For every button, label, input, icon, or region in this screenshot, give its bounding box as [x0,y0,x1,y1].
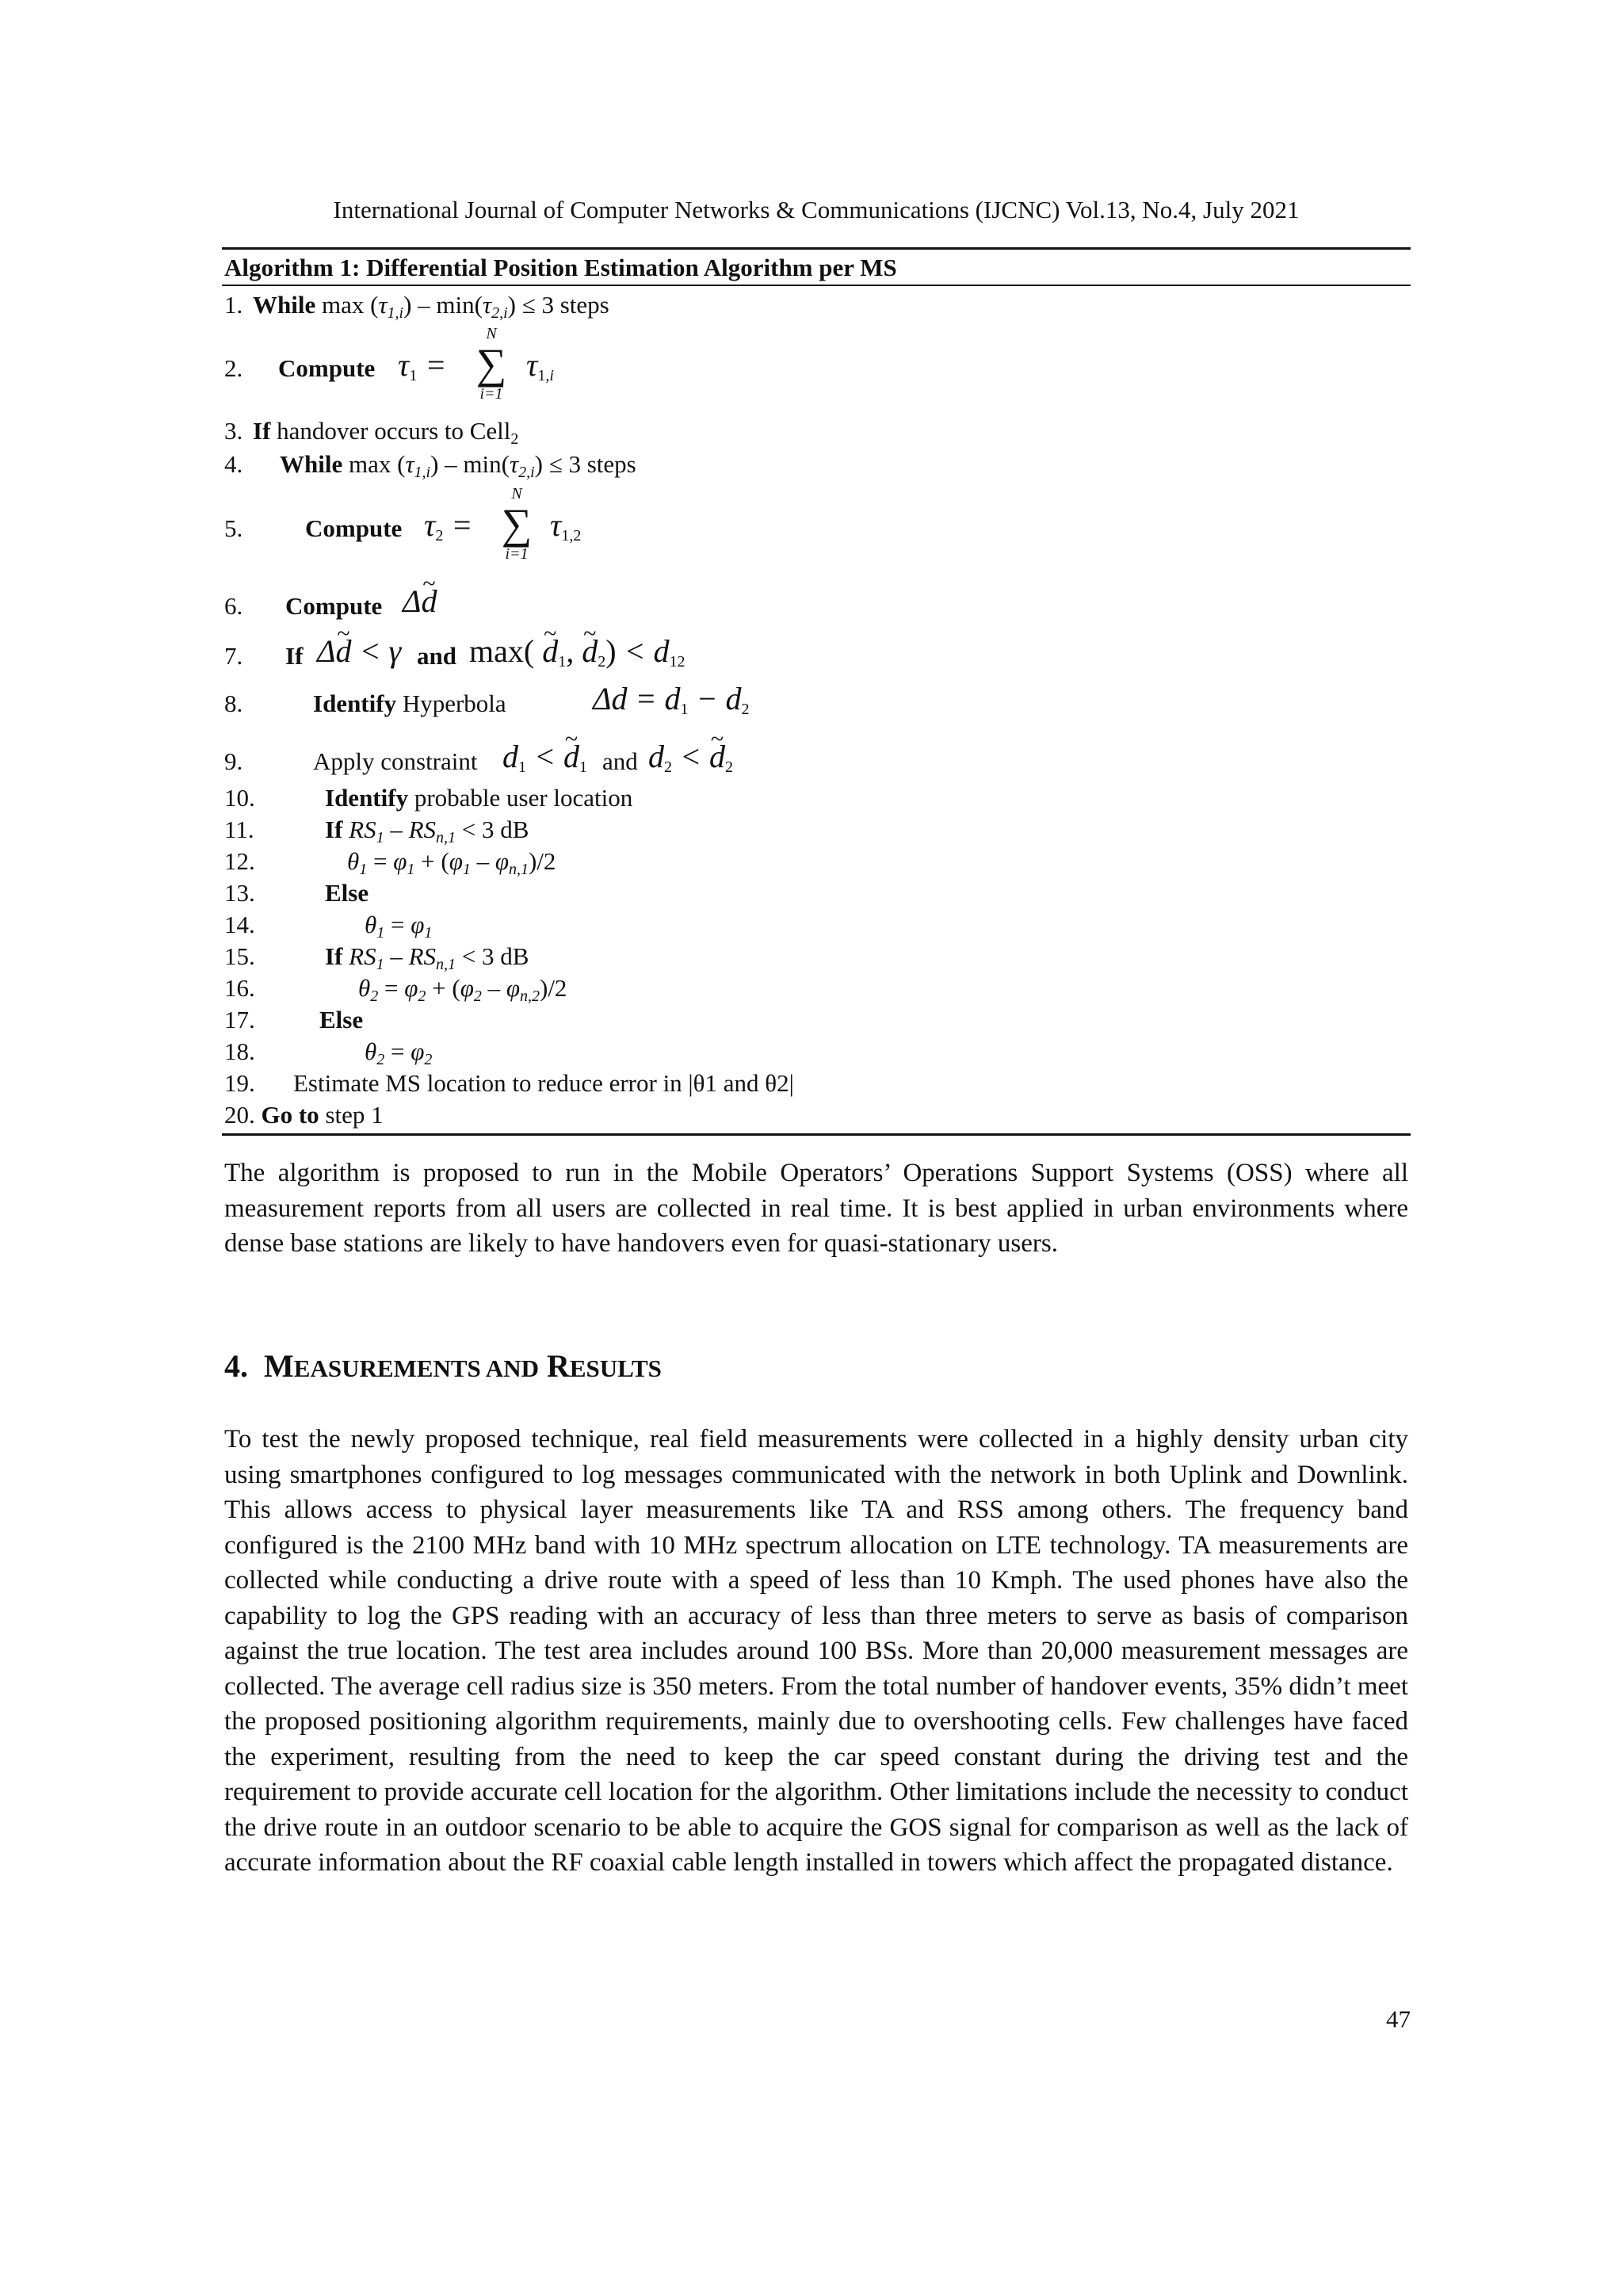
algorithm-top-rule [222,247,1411,250]
summation-symbol: N ∑ i=1 [475,325,507,403]
running-header: International Journal of Computer Networks & Communications (IJCNC) Vol.13, No.4, July 2021 [333,196,1300,223]
algorithm-title: Algorithm 1: Differential Position Estimation Algorithm per MS [224,254,897,281]
step-keyword: While [280,450,343,478]
constraint-2: $d_2$ < ~ $d_2$ [648,741,733,783]
paragraph-measurements: To test the newly proposed technique, real field measurements were collected in a highly density urban city using smartphones configured to log messages communicated with the network in both Uplink and Downlink. This allows access to physical layer measurements like TA and RSS among others. The frequency band configured is the 2100 MHz band with 10 MHz spectrum allocation on LTE technology. TA measurements are collected while conducting a drive route with a speed of less than 10 Kmph. The used phones have also the capability to log the GPS reading with an accuracy of less than three meters to serve as basis of comparison against the true location. The test area includes around 100 BSs. More than 20,000 measurement messages are collected. The average cell radius size is 350 meters. From the total number of handover events, 35% didn’t meet the proposed positioning algorithm requirements, mainly due to overshooting cells. Few challenges have faced the experiment, resulting from the need to keep the car speed constant during the driving test and the requirement to provide accurate cell location for the algorithm. Other limitations include the necessity to conduct the drive route in an outdoor scenario to be able to acquire the GOS signal for comparison as well as the lack of accurate information about the RF coaxial cable length installed in towers which affect the propagated distance. [224,1425,1408,1877]
tau2-expression: $\tau_2$ = [424,507,473,544]
section-heading: 4. MEASUREMENTS AND RESULTS [224,1348,662,1384]
step-keyword: While [253,291,316,319]
step-keyword: Compute [285,592,383,620]
step-number: 6. [224,592,243,620]
step-keyword: If [285,642,304,670]
step-keyword: Identify [313,690,397,717]
page-number: 47 [1386,2005,1411,2033]
step-number: 9. [224,747,243,775]
hyperbola-expression: $\Delta d = d_1 - d_2$ [593,681,750,718]
step-number: 2. [224,354,243,382]
tau12-term: $\tau_{1,2}$ [550,507,582,544]
tau1i-term: $\tau_{1,}i$ [526,347,554,384]
step-keyword: Compute [278,354,376,382]
tau1-expression: $\tau_1$ = [398,347,447,384]
step-number: 4. [224,450,243,478]
step-keyword: If [253,417,271,445]
condition-expression: Δ~ d < γ [317,636,401,667]
step-number: 1. [224,291,243,319]
and-keyword: and [417,642,456,670]
step-number: 7. [224,642,243,670]
delta-d-tilde: Δ~ d [403,586,437,617]
summation-symbol: N ∑ i=1 [501,485,533,563]
step-keyword: Compute [305,514,403,542]
step-number: 5. [224,514,243,542]
algorithm-bottom-rule [222,1133,1411,1136]
algorithm-header-rule [222,285,1411,286]
max-expression: max( ~ $d_1$, ~ $d_2) < d_{12}$ [469,636,685,678]
constraint-1: $d_1$ < ~ $d_1$ [502,741,587,783]
paragraph-oss: The algorithm is proposed to run in the Mobile Operators’ Operations Support Systems (OSS) where all measurement reports from all users are collected in real time. It is best applied in urban environments where dense base stations are likely to have handovers even for quasi-stationary users. [224,1159,1408,1258]
step-number: 8. [224,690,243,717]
paper-page: International Journal of Computer Networks & Communications (IJCNC) Vol.13, No.4, July 2021 Algorithm 1: Differential Position Estimation Algorithm per MS 1. While max (τ1,i) – min(τ2,i) ≤ 3 steps 2. Compute $\tau_1$ = $\tau_{1,}i$ N ∑ i=1 3. If handover occurs to Cell$_2$ 4. While max (τ1,i) – min(τ2,i) ≤ 3 steps 5. Compute $\tau_2$ = $\tau_{1,2}$ N ∑ i=1 6. Compute Δ~ d 7. If Δ~ d < γ and max( ~ $d_1$, ~ $d_2) < d_{12}$ 8. Identify Hyperbola $\Delta d = d_1 - d_2$ 9. Apply constraint $d_1$ < ~ $d_1$ and $d_2$ < ~ $d_2$ 10. Identify probable user location 11. If RS1 – RSn,1 < 3 dB 12. θ1 = φ1 + (φ1 – φn,1)/2 13. Else 14. θ1 = φ1 15. If RS1 – RSn,1 < 3 dB 16. θ2 = φ2 + (φ2 – φn,2)/2 17. Else 18. θ2 = φ2 19. Estimate MS location to reduce error in |θ1 and θ2| 20. Go to step 1 The algorithm is proposed to run in the Mobile Operators’ Operations Support Systems (OSS) where all measurement reports from all users are collected in real time. It is best applied in urban environments where dense base stations are likely to have handovers even for quasi-stationary users. 4. MEASUREMENTS AND RESULTS To test the newly proposed technique, real field measurements were collected in a highly density urban city using smartphones configured to log messages communicated with the network in both Uplink and Downlink. This allows access to physical layer measurements like TA and RSS among others. The frequency band configured is the 2100 MHz band with 10 MHz spectrum allocation on LTE technology. TA measurements are collected while conducting a drive route with a speed of less than 10 Kmph. The used phones have also the capability to log the GPS reading with an accuracy of less than three meters to serve as basis of comparison against the true location. The test area includes around 100 BSs. More than 20,000 measurement messages are collected. The average cell radius size is 350 meters. From the total number of handover events, 35% didn’t meet the proposed positioning algorithm requirements, mainly due to overshooting cells. Few challenges have faced the experiment, resulting from the need to keep the car speed constant during the driving test and the requirement to provide accurate cell location for the algorithm. Other limitations include the necessity to conduct the drive route in an outdoor scenario to be able to acquire the GOS signal for comparison as well as the lack of accurate information about the RF coaxial cable length installed in towers which affect the propagated distance. 47 [0,0,1623,2296]
